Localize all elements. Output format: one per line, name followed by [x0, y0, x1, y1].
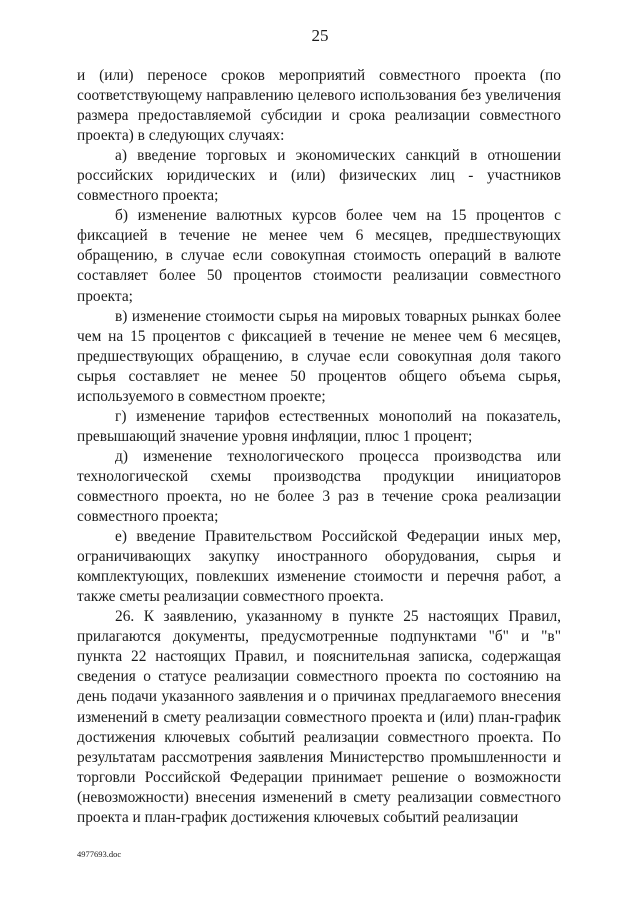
paragraph-clause-26: 26. К заявлению, указанному в пункте 25 настоящих Правил, прилагаются документы, предусмотренные подпунктами "б" и "в" пункта 22 настоящих Правил, и пояснительная записка, содержащая сведения о статусе реализации совместного проекта по состоянию на день подачи указанного заявления и о причинах предлагаемого внесения изменений в смету реализации совместного проекта и (или) план-график достижения ключевых событий реализации совместного проекта. По результатам рассмотрения заявления Министерство промышленности и торговли Российской Федерации принимает решение о возможности (невозможности) внесения изменений в смету реализации совместного проекта и план-график достижения ключевых событий реализации — [77, 608, 561, 826]
document-body — [77, 66, 561, 828]
paragraph-item-g: г) изменение тарифов естественных монополий на показатель, превышающий значение уровня инфляции, плюс 1 процент; — [77, 407, 561, 445]
paragraph-item-b: б) изменение валютных курсов более чем на 15 процентов с фиксацией в течение не менее чем 6 месяцев, предшествующих обращению, в случае если совокупная стоимость операций в валюте составляет более 50 процентов стоимости реализации совместного проекта; — [77, 207, 561, 305]
paragraph-item-d: д) изменение технологического процесса производства или технологической схемы производства продукции инициаторов совместного проекта, но не более 3 раз в течение срока реализации совместного проекта; — [77, 447, 561, 526]
document-filename: 4977693.doc — [77, 849, 122, 859]
paragraph-item-e: е) введение Правительством Российской Федерации иных мер, ограничивающих закупку иностранного оборудования, сырья и комплектующих, повлекших изменение стоимости и перечня работ, а также сметы реализации совместного проекта. — [77, 528, 561, 606]
paragraph-item-v: в) изменение стоимости сырья на мировых товарных рынках более чем на 15 процентов с фиксацией в течение не менее чем 6 месяцев, предшествующих обращению, в случае если совокупная доля такого сырья составляет не менее 50 процентов общего объема сырья, используемого в совместном проекте; — [77, 307, 561, 405]
page-number: 25 — [311, 26, 329, 45]
paragraph-continuation: и (или) переносе сроков мероприятий совместного проекта (по соответствующему направлению целевого использования без увеличения размера предоставляемой субсидии и срока реализации совместного проекта) в следующих случаях: — [77, 67, 561, 145]
paragraph-item-a: а) введение торговых и экономических санкций в отношении российских юридических и (или) физических лиц - участников совместного проекта; — [77, 147, 561, 205]
